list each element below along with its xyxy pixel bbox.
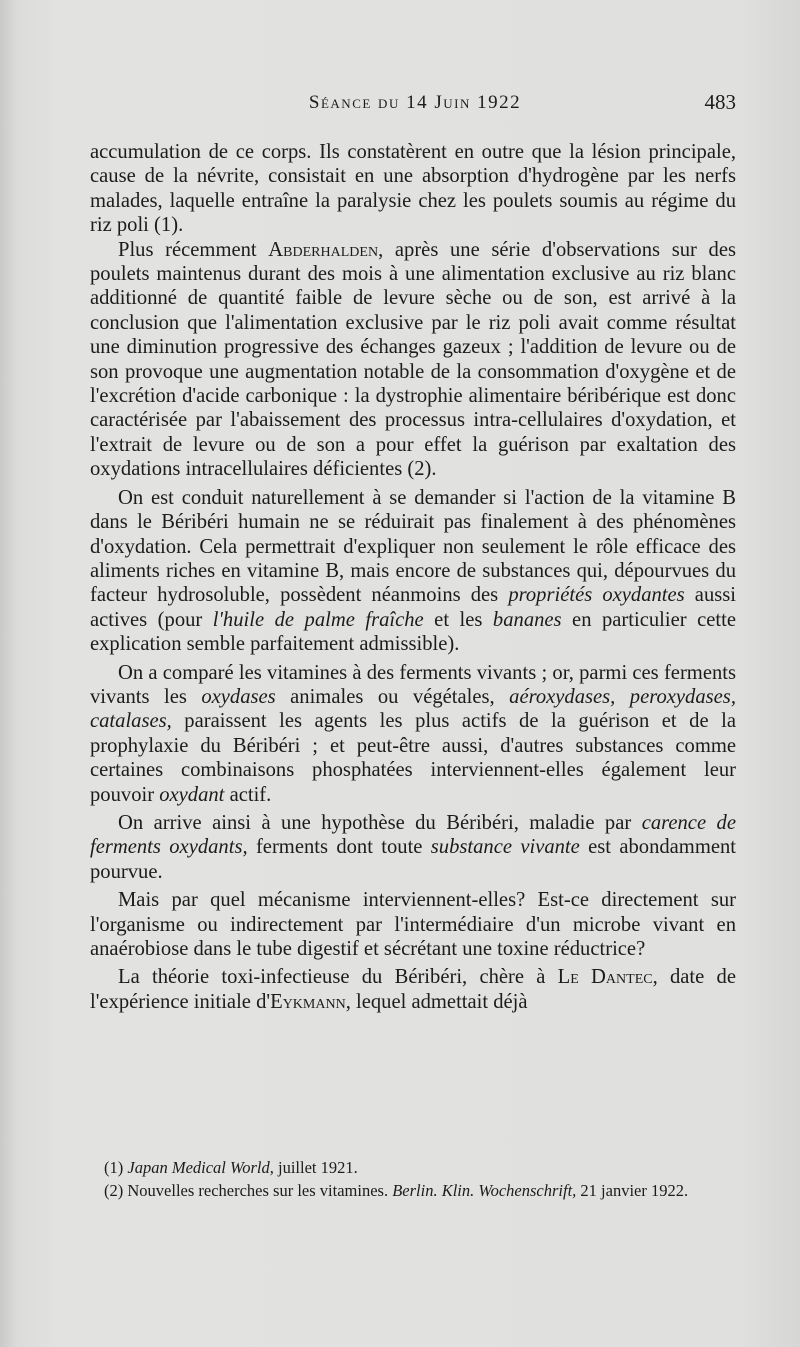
author-name: Le Dantec — [557, 966, 653, 989]
paragraph — [90, 661, 736, 807]
footnote — [90, 1158, 736, 1179]
paragraph — [90, 140, 736, 238]
paragraph — [90, 811, 736, 884]
running-head-title: Séance du 14 Juin 1922 — [308, 92, 522, 113]
text-run: paraissent les agents les plus actifs de la guérison et de la prophylaxie du Béribéri ; et peut-être aussi, d'autres substances comme certaines combinaisons phosphatées interviennent-elles également leur pouvoir — [90, 710, 736, 806]
italic-text: oxydant — [159, 783, 225, 806]
footnotes — [90, 1158, 736, 1203]
text-run: Plus récemment — [118, 238, 269, 261]
text-run: ferments dont toute — [247, 836, 431, 859]
text-run: , date de l'expérience initiale d' — [90, 966, 736, 1013]
italic-text: substance vivante — [430, 836, 580, 859]
text-run: animales ou végétales, — [275, 685, 510, 708]
paragraph — [90, 965, 736, 1014]
paragraph — [90, 486, 736, 657]
text-run: actif. — [224, 783, 272, 806]
italic-text: bananes — [492, 608, 562, 631]
text-run: et les — [423, 608, 493, 631]
text-run: est abondamment pourvue. — [90, 836, 736, 883]
text-run: , lequel admettait déjà — [345, 990, 528, 1013]
running-head — [90, 92, 740, 118]
italic-text: carence de ferments oxydants, — [90, 811, 736, 859]
text-run: La théorie toxi-infectieuse du Béribéri, chère à — [118, 966, 558, 989]
author-name: Abderhalden — [268, 238, 379, 261]
footnote — [90, 1181, 736, 1202]
author-name: Eykmann — [270, 990, 346, 1013]
paragraph — [90, 238, 736, 482]
text-run: Mais par quel mécanisme interviennent-elles? Est-ce directement sur l'organisme ou indirectement par l'intermédiaire d'un microbe vivant en anaérobiose dans le tube digestif et sécrétant une toxine réductrice? — [90, 889, 736, 960]
italic-text: oxydases — [201, 685, 276, 708]
italic-text: Berlin. Klin. Wochenschrift, — [392, 1180, 577, 1200]
text-run: en particulier cette explication semble parfaitement admissible). — [90, 608, 736, 656]
text-run: (2) Nouvelles recherches sur les vitamines. — [104, 1180, 393, 1200]
text-run: , juillet 1921. — [269, 1158, 358, 1177]
body-text — [90, 140, 736, 1014]
text-run: accumulation de ce corps. Ils constatèrent en outre que la lésion principale, cause de la névrite, consistait en une absorption d'hydrogène par les nerfs malades, laquelle entraîne la paralysie chez les poulets soumis au régime du riz poli (1). — [90, 141, 736, 237]
italic-text: propriétés oxydantes — [508, 584, 685, 607]
text-run: 21 janvier 1922. — [576, 1180, 689, 1200]
text-run: On arrive ainsi à une hypothèse du Béribéri, maladie par — [118, 811, 642, 834]
italic-text: l'huile de palme fraîche — [212, 608, 424, 631]
italic-text: aéroxydases, peroxydases, catalases, — [90, 685, 736, 733]
paragraph — [90, 888, 736, 961]
page-number: 483 — [704, 90, 736, 114]
text-run: aussi actives (pour — [90, 584, 736, 631]
text-run: On a comparé les vitamines à des ferments vivants ; or, parmi ces ferments vivants les — [90, 661, 736, 708]
text-run: On est conduit naturellement à se demander si l'action de la vitamine B dans le Béribéri humain ne se réduirait pas finalement à des phénomènes d'oxydation. Cela permettrait d'expliquer non seulement le rôle efficace des aliments riches en vitamine B, mais encore de substances qui, dépourvues du facteur hydrosoluble, possèdent néanmoins des — [90, 486, 736, 607]
text-run: , après une série d'observations sur des poulets maintenus durant des mois à une alimentation exclusive au riz blanc additionné de quantité faible de levure sèche ou de son, est arrivé à la conclusion que l'alimentation exclusive par le riz poli avait comme résultat une diminution progressive des échanges gazeux ; l'addition de levure ou de son provoque une augmentation notable de la consommation d'oxygène et de l'excrétion d'acide carbonique : la dystrophie alimentaire béribérique est donc caractérisée par l'abaissement des processus intra-cellulaires d'oxydation, et l'extrait de levure ou de son a pour effet la guérison par exaltation des oxydations intracellulaires déficientes (2). — [90, 238, 736, 481]
text-run: (1) — [104, 1158, 128, 1177]
italic-text: Japan Medical World — [127, 1158, 270, 1177]
